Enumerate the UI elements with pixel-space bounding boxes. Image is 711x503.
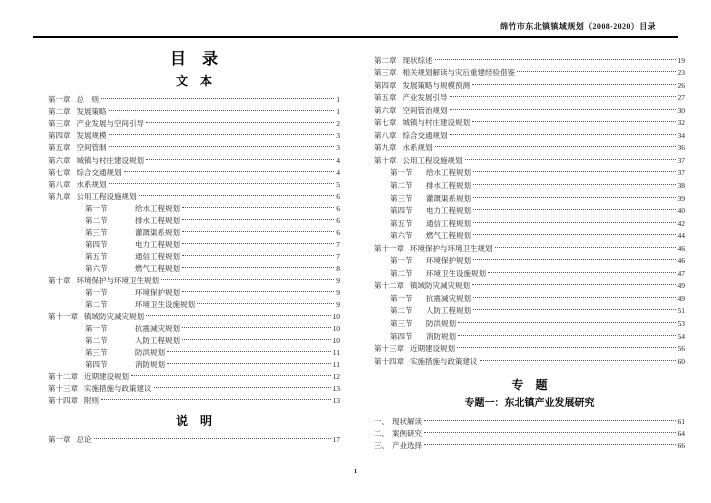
toc-dot-leader (109, 146, 335, 147)
toc-dot-leader (473, 234, 676, 235)
toc-dot-leader (450, 109, 676, 110)
toc-entry[interactable] (374, 92, 685, 105)
toc-entry[interactable] (374, 79, 685, 92)
toc-dot-leader (182, 207, 334, 208)
toc-entry-title: 现状综述 (402, 55, 433, 65)
toc-entry-page: 6 (336, 227, 340, 237)
toc-entry-page: 46 (677, 256, 685, 266)
toc-left-column (48, 50, 340, 446)
toc-entry-title: 城镇与村庄建设规划 (402, 118, 470, 128)
toc-entry-title: 水系规划 (402, 143, 433, 153)
toc-entry[interactable] (48, 359, 340, 371)
toc-dot-leader (473, 171, 676, 172)
toc-entry-page: 56 (677, 344, 685, 354)
toc-entry-page: 60 (677, 356, 685, 366)
toc-dot-leader (458, 335, 676, 336)
toc-entry-label: 第三节 (85, 348, 108, 358)
toc-entry-label: 第五章 (374, 93, 397, 103)
toc-dot-leader (154, 387, 331, 388)
toc-entry[interactable] (48, 166, 340, 178)
toc-entry-title: 空间管制 (76, 143, 107, 153)
toc-dot-leader (458, 322, 676, 323)
toc-dot-leader (167, 363, 331, 364)
toc-entry-label: 第六章 (374, 105, 397, 115)
toc-entry-title: 通信工程规划 (426, 218, 471, 228)
toc-title: 目 录 (169, 51, 218, 68)
toc-dot-leader (131, 375, 331, 376)
toc-entry-page: 53 (677, 319, 685, 328)
toc-entry-label: 第十章 (48, 275, 71, 285)
toc-entry-title: 水系规划 (76, 179, 107, 189)
toc-entry-label: 第十三章 (48, 384, 78, 394)
toc-entry-label: 第三节 (390, 319, 413, 328)
toc-entry[interactable] (374, 167, 685, 180)
toc-entry[interactable] (48, 371, 340, 383)
toc-dot-leader (182, 291, 334, 292)
toc-entry-title: 灌溉渠系规划 (135, 227, 180, 237)
toc-entry-title: 总 则 (76, 95, 99, 105)
toc-entry-page: 51 (677, 306, 685, 316)
toc-dot-leader (146, 315, 331, 316)
toc-entry-title: 现状解读 (392, 416, 422, 426)
toc-entry-title: 案例研究 (392, 428, 422, 438)
toc-entry[interactable] (48, 335, 340, 347)
toc-entry-title: 实施措施与政策建议 (410, 356, 478, 366)
toc-entry[interactable] (48, 118, 340, 130)
toc-entry-title: 消防规划 (426, 331, 456, 341)
toc-dot-leader (161, 279, 334, 280)
toc-entry-label: 第六节 (390, 231, 413, 241)
toc-dot-leader (182, 327, 331, 328)
toc-entry-title: 防洪规划 (135, 348, 165, 358)
toc-entry-label: 二、 (374, 428, 389, 438)
toc-entry[interactable] (374, 242, 685, 255)
toc-dot-leader (517, 71, 676, 72)
toc-entry-title: 燃气工程规划 (135, 263, 180, 273)
toc-entry[interactable] (48, 287, 340, 299)
toc-entry-label: 第三节 (85, 227, 108, 237)
toc-entry-page: 39 (677, 193, 685, 203)
toc-entry-page: 3 (336, 143, 340, 153)
notes-section-entries (48, 434, 340, 446)
toc-entry-label: 第一章 (48, 435, 71, 445)
toc-entry-label: 第二章 (48, 107, 71, 117)
toc-entry-title: 相关规划解读与灾后重建经验借鉴 (402, 68, 515, 78)
toc-entry-label: 第一节 (85, 203, 108, 213)
toc-entry-page: 6 (336, 203, 340, 213)
toc-entry-page: 42 (677, 218, 685, 228)
toc-dot-leader (109, 183, 335, 184)
toc-dot-leader (124, 171, 335, 172)
toc-entry-title: 人防工程规划 (426, 306, 471, 316)
toc-dot-leader (488, 272, 676, 273)
toc-entry-label: 第十三章 (374, 344, 404, 354)
toc-entry-title: 公用工程设施规划 (402, 155, 463, 165)
toc-dot-leader (424, 432, 676, 433)
toc-entry-label: 第五节 (390, 218, 413, 228)
toc-dot-leader (109, 134, 335, 135)
toc-entry-title: 发展策略与规模预测 (402, 80, 470, 90)
toc-entry-page: 2 (336, 119, 340, 129)
toc-entry[interactable] (48, 130, 340, 142)
toc-entry-title: 空间管治规划 (402, 105, 448, 115)
toc-entry-label: 第二节 (390, 268, 413, 278)
toc-dot-leader (472, 84, 676, 85)
toc-entry-page: 11 (332, 360, 340, 370)
toc-entry-label: 第二节 (390, 306, 413, 316)
toc-dot-leader (424, 444, 676, 445)
toc-entry-title: 发展规模 (76, 131, 107, 141)
toc-entry[interactable] (48, 142, 340, 154)
toc-entry-label: 第八章 (374, 130, 397, 140)
toc-entry-page: 10 (332, 324, 340, 334)
toc-entry-label: 第四章 (48, 131, 71, 141)
toc-entry-title: 附则 (84, 396, 99, 406)
toc-entry[interactable] (374, 54, 685, 67)
toc-dot-leader (495, 247, 676, 248)
toc-entry-page: 10 (332, 336, 340, 346)
toc-entry[interactable] (48, 106, 340, 118)
toc-dot-leader (182, 243, 334, 244)
toc-entry[interactable] (374, 129, 685, 142)
toc-entry-page: 4 (336, 167, 340, 177)
toc-entry-page: 49 (677, 293, 685, 303)
notes-section-entries-continued (374, 54, 685, 368)
toc-entry-title: 产业选择 (392, 440, 422, 450)
toc-entry-title: 电力工程规划 (135, 239, 180, 249)
text-section-heading: 文 本 (175, 74, 212, 88)
toc-entry-label: 第九章 (48, 191, 71, 201)
toc-entry-label: 第一节 (390, 256, 413, 266)
toc-entry[interactable] (374, 117, 685, 130)
toc-entry-page: 30 (677, 105, 685, 115)
toc-entry[interactable] (48, 227, 340, 239)
toc-entry[interactable] (374, 343, 685, 356)
special-topic-one-heading: 专题一：东北镇产业发展研究 (464, 397, 595, 409)
toc-entry-page: 64 (677, 428, 685, 438)
toc-entry-title: 产业发展与空间引导 (76, 119, 144, 129)
toc-entry-label: 第三章 (374, 68, 397, 78)
toc-entry-title: 环境保护规划 (426, 256, 471, 266)
toc-entry-page: 7 (336, 239, 340, 249)
toc-entry-title: 综合交通规划 (402, 130, 448, 140)
toc-entry-label: 第一章 (48, 95, 71, 105)
toc-entry-label: 第十二章 (374, 281, 404, 291)
toc-entry-label: 第五章 (48, 143, 71, 153)
toc-dot-leader (182, 339, 331, 340)
toc-entry[interactable] (48, 94, 340, 106)
toc-entry-page: 9 (336, 275, 340, 285)
toc-entry-page: 13 (332, 396, 340, 406)
toc-entry-title: 排水工程规划 (135, 215, 180, 225)
toc-entry-title: 近期建设规划 (84, 372, 129, 382)
toc-entry-page: 34 (677, 130, 685, 140)
toc-entry-page: 12 (332, 372, 340, 382)
toc-dot-leader (424, 420, 676, 421)
toc-entry-label: 第三节 (390, 193, 413, 203)
toc-entry-title: 排水工程规划 (426, 180, 471, 190)
toc-entry[interactable] (374, 142, 685, 155)
toc-entry[interactable] (374, 179, 685, 192)
toc-entry-title: 镇域防灾减灾规划 (410, 281, 470, 291)
toc-entry[interactable] (374, 192, 685, 205)
toc-entry[interactable] (374, 305, 685, 318)
toc-entry[interactable] (48, 251, 340, 263)
toc-dot-leader (472, 284, 676, 285)
toc-entry-page: 27 (677, 93, 685, 103)
toc-dot-leader (473, 209, 676, 210)
toc-entry-page: 49 (677, 281, 685, 291)
toc-entry-page: 7 (336, 251, 340, 261)
toc-entry[interactable] (48, 275, 340, 287)
toc-entry[interactable] (48, 395, 340, 407)
toc-entry[interactable] (48, 154, 340, 166)
toc-entry-page: 1 (336, 95, 340, 105)
toc-entry-label: 第九章 (374, 143, 397, 153)
toc-entry-title: 抗震减灾规划 (426, 293, 471, 303)
toc-entry[interactable] (48, 323, 340, 335)
toc-entry-page: 23 (677, 68, 685, 78)
toc-entry-page: 66 (677, 440, 685, 450)
toc-entry-title: 实施措施与政策建议 (84, 384, 152, 394)
toc-entry[interactable] (374, 217, 685, 230)
toc-entry-page: 6 (336, 191, 340, 201)
toc-entry-title: 通信工程规划 (135, 251, 180, 261)
toc-entry-page: 9 (336, 300, 340, 310)
toc-entry-label: 第四节 (85, 239, 108, 249)
toc-entry-page: 38 (677, 180, 685, 190)
toc-entry-label: 第二节 (390, 180, 413, 190)
toc-entry[interactable] (48, 178, 340, 190)
toc-dot-leader (182, 231, 334, 232)
toc-entry[interactable] (48, 239, 340, 251)
toc-entry-label: 第一节 (390, 168, 413, 178)
toc-entry-page: 11 (332, 348, 340, 358)
toc-entry-title: 环境保护与环境卫生规划 (76, 275, 159, 285)
toc-entry[interactable] (374, 317, 685, 330)
toc-dot-leader (146, 122, 334, 123)
toc-dot-leader (473, 197, 676, 198)
toc-dot-leader (473, 184, 676, 185)
toc-entry-title: 给水工程规划 (135, 203, 180, 213)
toc-entry-page: 54 (677, 331, 685, 341)
toc-dot-leader (167, 351, 331, 352)
toc-entry-page: 61 (677, 416, 685, 426)
toc-entry-page: 4 (336, 155, 340, 165)
toc-entry[interactable] (48, 434, 340, 446)
page-number: 1 (353, 468, 358, 475)
special-topics-heading: 专 题 (511, 377, 548, 392)
toc-dot-leader (182, 219, 334, 220)
toc-entry[interactable] (374, 267, 685, 280)
toc-entry-label: 第二节 (85, 215, 108, 225)
toc-dot-leader (472, 121, 676, 122)
toc-dot-leader (94, 438, 331, 439)
toc-entry-page: 19 (677, 55, 685, 65)
toc-dot-leader (465, 159, 676, 160)
toc-entry-label: 第四节 (390, 331, 413, 341)
toc-entry-label: 第七章 (374, 118, 397, 128)
toc-entry[interactable] (48, 202, 340, 214)
toc-entry-page: 37 (677, 155, 685, 165)
toc-entry[interactable] (374, 330, 685, 343)
toc-entry-page: 17 (332, 435, 340, 445)
toc-dot-leader (473, 259, 676, 260)
toc-entry-title: 城镇与村庄建设规划 (76, 155, 144, 165)
toc-dot-leader (473, 222, 676, 223)
toc-entry[interactable] (48, 299, 340, 311)
toc-entry-page: 40 (677, 206, 685, 216)
toc-dot-leader (480, 360, 676, 361)
toc-entry-label: 第十章 (374, 155, 397, 165)
toc-entry-page: 36 (677, 143, 685, 153)
toc-dot-leader (146, 159, 334, 160)
toc-entry-page: 46 (677, 243, 685, 253)
toc-entry[interactable] (48, 190, 340, 202)
notes-section-heading: 说 明 (175, 414, 212, 429)
toc-entry-label: 第四节 (85, 360, 108, 370)
toc-entry-title: 给水工程规划 (426, 168, 471, 178)
toc-entry[interactable] (48, 263, 340, 275)
toc-entry-title: 人防工程规划 (135, 336, 180, 346)
toc-entry[interactable] (374, 428, 685, 440)
toc-entry[interactable] (48, 214, 340, 226)
toc-entry[interactable] (374, 440, 685, 452)
toc-entry-label: 第二节 (85, 300, 108, 310)
toc-entry-title: 电力工程规划 (426, 206, 471, 216)
toc-entry-page: 9 (336, 288, 340, 298)
toc-entry-title: 环境卫生设施规划 (426, 268, 486, 278)
toc-dot-leader (450, 134, 676, 135)
toc-entry-page: 5 (336, 179, 340, 189)
toc-entry[interactable] (374, 230, 685, 243)
toc-dot-leader (473, 297, 676, 298)
toc-entry[interactable] (374, 280, 685, 293)
toc-entry[interactable] (374, 67, 685, 80)
toc-entry-label: 第五节 (85, 251, 108, 261)
special-topic-entries (374, 416, 685, 452)
toc-dot-leader (109, 110, 335, 111)
toc-entry-title: 公用工程设施规划 (76, 191, 137, 201)
toc-entry-page: 32 (677, 118, 685, 128)
toc-entry-title: 综合交通规划 (76, 167, 122, 177)
toc-entry-title: 防洪规划 (426, 319, 456, 328)
toc-entry-label: 第二节 (85, 336, 108, 346)
toc-entry-title: 环境卫生设施规划 (135, 300, 195, 310)
toc-dot-leader (139, 195, 335, 196)
toc-entry[interactable] (374, 205, 685, 218)
toc-entry-page: 26 (677, 80, 685, 90)
toc-entry-page: 1 (336, 107, 340, 117)
toc-entry-label: 第一节 (85, 324, 108, 334)
toc-entry-page: 6 (336, 215, 340, 225)
toc-dot-leader (435, 146, 676, 147)
toc-dot-leader (101, 399, 331, 400)
toc-entry[interactable] (374, 416, 685, 428)
toc-dot-leader (182, 255, 334, 256)
toc-right-column (374, 52, 685, 452)
toc-entry-title: 燃气工程规划 (426, 231, 471, 241)
toc-entry[interactable] (374, 154, 685, 167)
toc-entry-label: 第二章 (374, 55, 397, 65)
toc-entry[interactable] (48, 383, 340, 395)
toc-entry-label: 三、 (374, 440, 389, 450)
toc-entry-label: 第三章 (48, 119, 71, 129)
toc-entry-title: 抗震减灾规划 (135, 324, 180, 334)
text-section-entries (48, 94, 340, 407)
toc-entry[interactable] (374, 355, 685, 368)
toc-entry-title: 总论 (76, 435, 92, 445)
toc-entry-title: 近期建设规划 (410, 344, 455, 354)
toc-entry-label: 第六节 (85, 263, 108, 273)
toc-entry-page: 47 (677, 268, 685, 278)
toc-entry-label: 第一节 (85, 288, 108, 298)
toc-entry-title: 灌溉渠系规划 (426, 193, 471, 203)
toc-dot-leader (435, 59, 676, 60)
toc-entry-label: 第四节 (390, 206, 413, 216)
toc-entry-title: 环境保护与环境卫生规划 (410, 243, 493, 253)
toc-entry-label: 第十四章 (48, 396, 78, 406)
toc-dot-leader (473, 309, 676, 310)
toc-entry[interactable] (374, 255, 685, 268)
toc-entry[interactable] (374, 104, 685, 117)
toc-entry-title: 发展策略 (76, 107, 107, 117)
header-rule (33, 36, 678, 38)
toc-entry-label: 第四章 (374, 80, 397, 90)
toc-entry-label: 第十四章 (374, 356, 404, 366)
toc-entry[interactable] (48, 347, 340, 359)
toc-entry-page: 37 (677, 168, 685, 178)
toc-entry-label: 第十一章 (48, 312, 78, 322)
toc-entry[interactable] (374, 292, 685, 305)
toc-dot-leader (182, 267, 334, 268)
toc-entry-title: 镇域防灾减灾规划 (84, 312, 144, 322)
toc-entry-title: 环境保护规划 (135, 288, 180, 298)
toc-entry-page: 3 (336, 131, 340, 141)
toc-entry-label: 第六章 (48, 155, 71, 165)
toc-entry-page: 44 (677, 231, 685, 241)
toc-entry-label: 第十二章 (48, 372, 78, 382)
toc-entry-title: 产业发展引导 (402, 93, 448, 103)
toc-entry-label: 第一节 (390, 293, 413, 303)
toc-dot-leader (450, 96, 676, 97)
toc-entry-label: 第七章 (48, 167, 71, 177)
toc-dot-leader (101, 98, 334, 99)
toc-entry-page: 8 (336, 263, 340, 273)
toc-dot-leader (197, 303, 334, 304)
toc-entry[interactable] (48, 311, 340, 323)
toc-entry-label: 一、 (374, 416, 389, 426)
toc-entry-page: 13 (332, 384, 340, 394)
toc-entry-label: 第十一章 (374, 243, 404, 253)
toc-entry-title: 消防规划 (135, 360, 165, 370)
toc-entry-label: 第八章 (48, 179, 71, 189)
toc-dot-leader (457, 347, 676, 348)
document-header-title: 绵竹市东北镇镇域规划（2008-2020）目录 (500, 22, 656, 31)
toc-entry-page: 10 (332, 312, 340, 322)
